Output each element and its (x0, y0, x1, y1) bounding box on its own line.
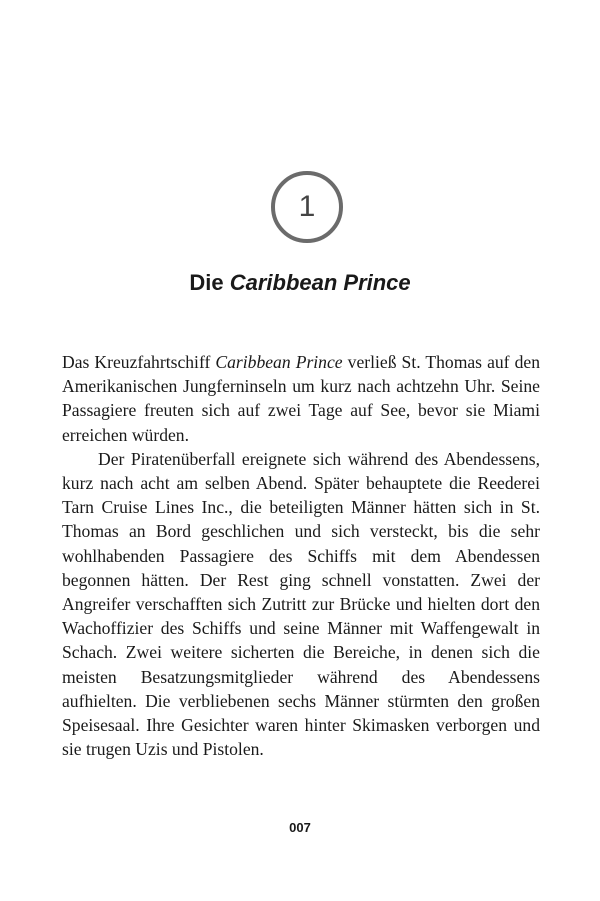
chapter-number: 1 (298, 190, 316, 223)
ship-name-italic: Caribbean Prince (215, 352, 343, 372)
page-number: 007 (289, 820, 311, 835)
chapter-number-circle (271, 171, 343, 243)
paragraph-1 (62, 350, 540, 447)
chapter-body (62, 350, 540, 761)
chapter-title-prefix: Die (189, 270, 230, 295)
paragraph-2: Der Piratenüberfall ereignete sich während des Abendessens, kurz nach acht am selben Abend. Später behauptete die Reederei Tarn Cruise Lines Inc., die beteiligten Männer hätten sich in St. Thomas an Bord geschlichen und sich versteckt, bis die sehr wohlhabenden Passagiere des Schiffs mit dem Abendessen begonnen hätten. Der Rest ging schnell vonstatten. Zwei der Angreifer verschafften sich Zutritt zur Brücke und hielten dort den Wachoffizier des Schiffs und seine Männer mit Waffengewalt in Schach. Zwei weitere sicherten die Bereiche, in denen sich die meisten Besatzungsmitglieder während des Abendessens aufhielten. Die verbliebenen sechs Männer stürmten den großen Speisesaal. Ihre Gesichter waren hinter Skimasken verborgen und sie trugen Uzis und Pistolen. (62, 448, 540, 760)
chapter-title (0, 270, 600, 296)
paragraph-1-before: Das Kreuzfahrtschiff (62, 352, 216, 372)
chapter-title-italic: Caribbean Prince (229, 270, 411, 295)
paragraph-1-after: verließ St. Thomas auf den Amerikanischen Jungferninseln um kurz nach achtzehn Uhr. Seine Passagiere freuten sich auf zwei Tage auf See, bevor sie Miami erreichen würden. (62, 352, 540, 445)
